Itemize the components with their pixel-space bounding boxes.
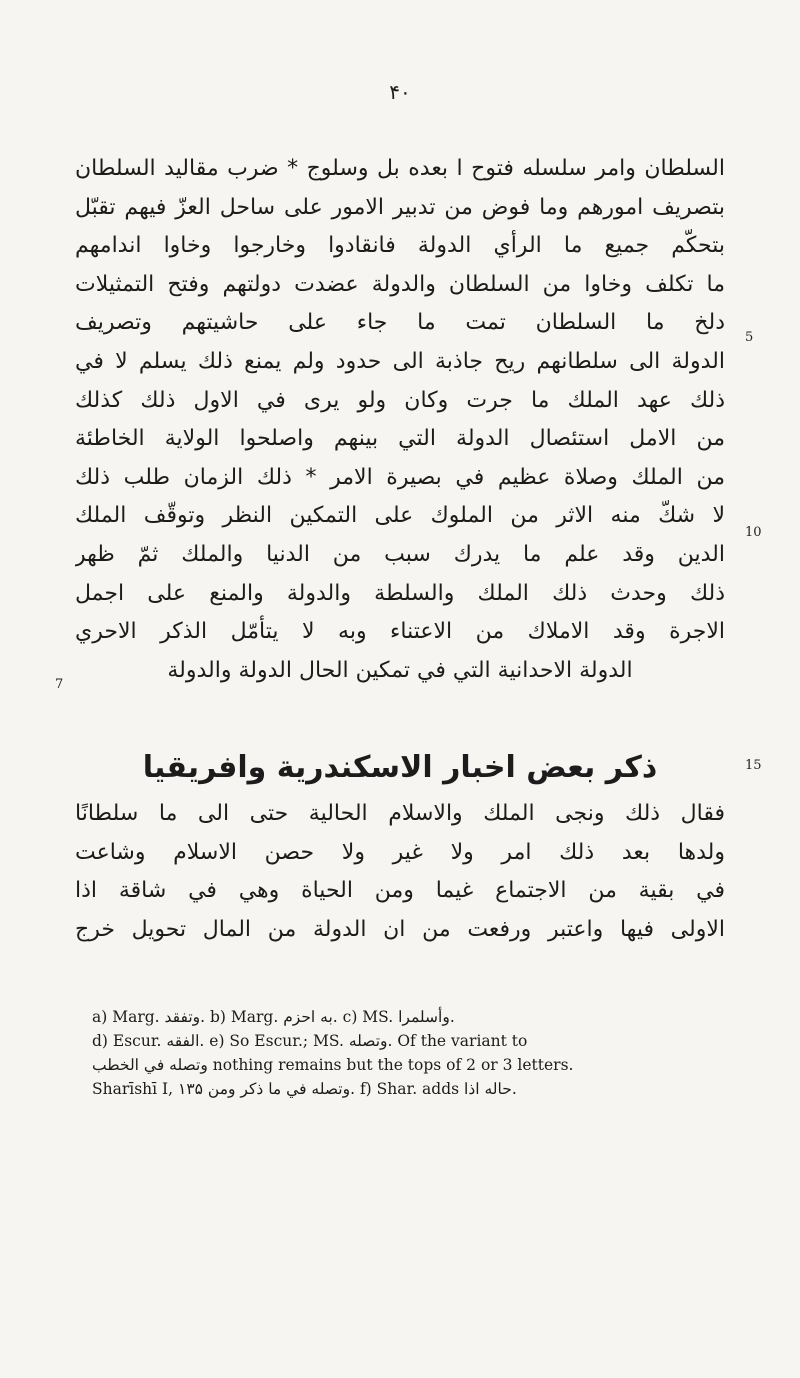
- footnote-line: d) Escur. الفقه. e) So Escur.; MS. وتصله. Of the variant to: [92, 1032, 528, 1050]
- footnote-line: a) Marg. وتفقد. b) Marg. به احزم. c) MS. وأسلمرا.: [92, 1008, 455, 1026]
- text-line: لا شكّ منه الاثر من الملوك على التمكين النظر وتوقّف الملك: [75, 503, 725, 529]
- footnote-line: Sharīshī I, ۱۳۵ وتصله في ما ذكر ومن. f) Shar. adds حاله اذا.: [92, 1080, 517, 1098]
- text-line: دلخ ما السلطان تمت ما جاء على حاشيتهم وتصريف: [75, 310, 725, 336]
- line-number-7: 7: [55, 677, 64, 692]
- text-line: بتصريف امورهم وما فوض من تدبير الامور على ساحل العزّ فيهم تقبّل: [75, 194, 725, 220]
- text-line: الاولى فيها واعتبر ورفعت من ان الدولة من المال تحويل خرج: [75, 916, 725, 942]
- text-line: الاجرة وقد الاملاك من الاعتناء وبه لا يتأمّل الذكر الاحري: [75, 619, 725, 645]
- text-line: بتحكّم جميع ما الرأي الدولة فانقادوا وخارجوا وخاوا اندامهم: [75, 233, 725, 259]
- footnote-line: وتصله في الخطب nothing remains but the tops of 2 or 3 letters.: [92, 1056, 574, 1074]
- footnotes: [92, 1005, 722, 1101]
- text-line: من الامل استئصال الدولة التي بينهم واصلحوا الولاية الخاطئة: [75, 426, 725, 452]
- page-number: ۴٠: [389, 80, 411, 104]
- line-number-10: 10: [745, 525, 762, 540]
- main-text-upper: [75, 150, 725, 690]
- text-line: الدولة الاحدانية التي في تمكين الحال الدولة والدولة: [167, 657, 633, 683]
- line-number-15: 15: [745, 758, 762, 773]
- text-line: ما تكلف وخاوا من السلطان والدولة عضدت دولتهم وفتح التمثيلات: [75, 271, 725, 297]
- text-line: ذلك وحدث ذلك الملك والسلطة والدولة والمنع على اجمل: [75, 580, 725, 606]
- main-text-lower: [75, 795, 725, 949]
- text-line: الدين وقد علم ما يدرك سبب من الدنيا والملك ثمّ ظهر: [75, 541, 725, 567]
- text-line: ولدها بعد ذلك امر ولا غير ولا حصن الاسلام وشاعت: [75, 839, 725, 865]
- text-line: في بقية من الاجتماع غيما ومن الحياة وهي في شاقة اذا: [75, 878, 725, 904]
- text-line: ذلك عهد الملك ما جرت وكان ولو يرى في الاول ذلك كذلك: [75, 387, 725, 413]
- text-line: من الملك وصلاة عظيم في بصيرة الامر * ذلك الزمان طلب ذلك: [75, 464, 725, 490]
- text-line: فقال ذلك ونجى الملك والاسلام الحالية حتى الى ما سلطانًا: [75, 801, 725, 826]
- text-line: السلطان وامر سلسله فتوح ا بعده بل وسلوج * ضرب مقاليد السلطان: [75, 156, 725, 181]
- section-heading: ذكر بعض اخبار الاسكندرية وافريقيا: [142, 750, 658, 785]
- line-number-5: 5: [745, 330, 754, 345]
- text-line: الدولة الى سلطانهم ريح جاذبة الى حدود ولم يمنع ذلك يسلم لا في: [75, 348, 725, 374]
